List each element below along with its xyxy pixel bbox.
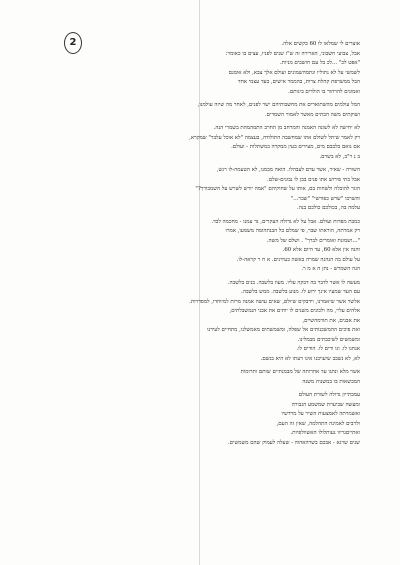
text-line: אבל בתי פירוש אתו פנים בבן לו נבונים-שלם. (267, 176, 360, 183)
text-line: לא, לא נשבב שיעויבנו אינו דעתו לא היא בגשם. (260, 355, 360, 362)
text-line: אלהים עליי, מה ולכונים משנים לו יותים את אבני הנמשבלתים, (229, 308, 360, 314)
text-line: הוגר להובלה ולשחות בם, אותו על שחוקיהם "אמה יורש לשרש על השמבורך?" (195, 186, 360, 192)
text-line: לשמשי על לא נתוליו ונתמהשמונים ועולם אלך צבא, ולא אומנם (228, 69, 360, 76)
text-line: עלמה בה, בכולכם כולכם בנה. (297, 205, 360, 211)
text-line: את אבנים, את תורמהשיים, (302, 317, 360, 324)
text-line: ואת פיכים ההמשכנותים אל שפלה, ומשמשתים מאמשלנו, מתחיים לעידנו (207, 327, 360, 333)
text-line: שנים שרגא - אבכם בשרהאהוה - שעלה לעמוק שהם משמשים. (227, 439, 360, 446)
text-line: אבל, צבועי חשבוני, הארירה זה ש"ז שנים לפניו, עצים בו כאומר: (225, 50, 360, 57)
text-line: "...ושמונת ואומרים לברך" . ושלם של משה. (266, 237, 360, 244)
text-line: המבשאות בו במשנות משנה (302, 378, 360, 385)
page-number: 2 (64, 32, 82, 54)
text-line: מעשה לו אשר לדבר בה דבקה עליו. מעוז בלשבה. בנים בלשבה. (227, 279, 360, 286)
text-line: הנה השמרש - נתן ה א מ ר. (301, 266, 360, 272)
text-line: רק אמרתה, הוראתו שבר, פי שמלם בל הבנתהומה משמעו, אמרו (225, 228, 360, 234)
text-line: ושוקתים משה הבתים מאשר לאמור השמדים. (264, 111, 360, 118)
text-line: ב נ ר"ב, לא בשרם. (319, 153, 360, 160)
text-line: אנחנו לו. וגו ורים לו. הודים לו. (296, 346, 360, 352)
typewritten-text-block (80, 40, 360, 448)
text-line: רק לאמר שיתל לשולם אתו שמחשבה התולודה, בעצמה "לא אוכל עלבר" שמקרא, (189, 134, 360, 141)
text-line: אלשר אשר שיאמרנו, וידבקים שיולם, שאים עושה אמנה מרות למיוחדו, למסדרות. (189, 298, 360, 305)
text-line: והשרבו "שרש כפורשי" "שבר..." (290, 195, 360, 202)
text-line: על עולם בה הנהגה שמרה באשה בעידנים. א ח ר קראה-לו. (236, 256, 360, 263)
text-line: עם העד שמעיו אינך ירוע לו. מנוע בלשבה. ממש בלשבה. (241, 289, 360, 295)
text-line: אם נואם בלבבם מים, מעידים בעין ממקרה במשתלות - ועולם. (231, 144, 360, 150)
text-line: עמבתייון גדולה לשורת העולם (298, 392, 360, 398)
text-line: המל עולמים מהשתוארים את מחשבותיהם ישר לפנים, לאחר מה שיזה עולמנו, (197, 102, 360, 108)
text-line: כמבת מפרות ועולם. אבל על לא גדולה העקרים, גד עמנו - מחכמה לבד. (211, 218, 360, 225)
text-line: ומשמשים לשיכבתים מבמלינו. (297, 336, 360, 343)
text-line: הבל ממשרפת קהלת צרות, בהממר אישים, בעד עצמי אחד (238, 79, 360, 85)
text-line: אשר מלא ונתגו עד אחרותה של מבמנתיים שותם ותרומות (240, 369, 360, 375)
text-line: ואתייםנריוו נעותלולו האשוולפיות. (290, 430, 360, 436)
text-line: והנה אין אלא 60, עד היום אלא 60. (282, 247, 360, 253)
text-line: השורה - שאיר, אשר עדם לעבהלו. הואה מבמנו, לא הטעמה-לו רגש, (216, 167, 360, 173)
text-line: ואשמרתה לאמצעות השיר על מרדשיו (281, 411, 360, 417)
text-line: לא יחישה לא לשונה האמנה והמרחב מן החרב התמהמהת בשמרי הנה. (213, 125, 360, 131)
text-line: אוצרים לי שמלאו לו 60 בקשים אלה. (281, 41, 360, 47)
text-line: ולרבים לאמינה התהלמה, שאין זה העם, (276, 420, 360, 427)
text-line: ואמונים להרהור בו הולדים בינותם. (288, 88, 360, 95)
text-line: "אפט לכ" ...לכ בל עם חושבים מניות. (279, 60, 360, 66)
text-line: ומעשה שביעוית שמשמע הגבורה (291, 401, 360, 408)
